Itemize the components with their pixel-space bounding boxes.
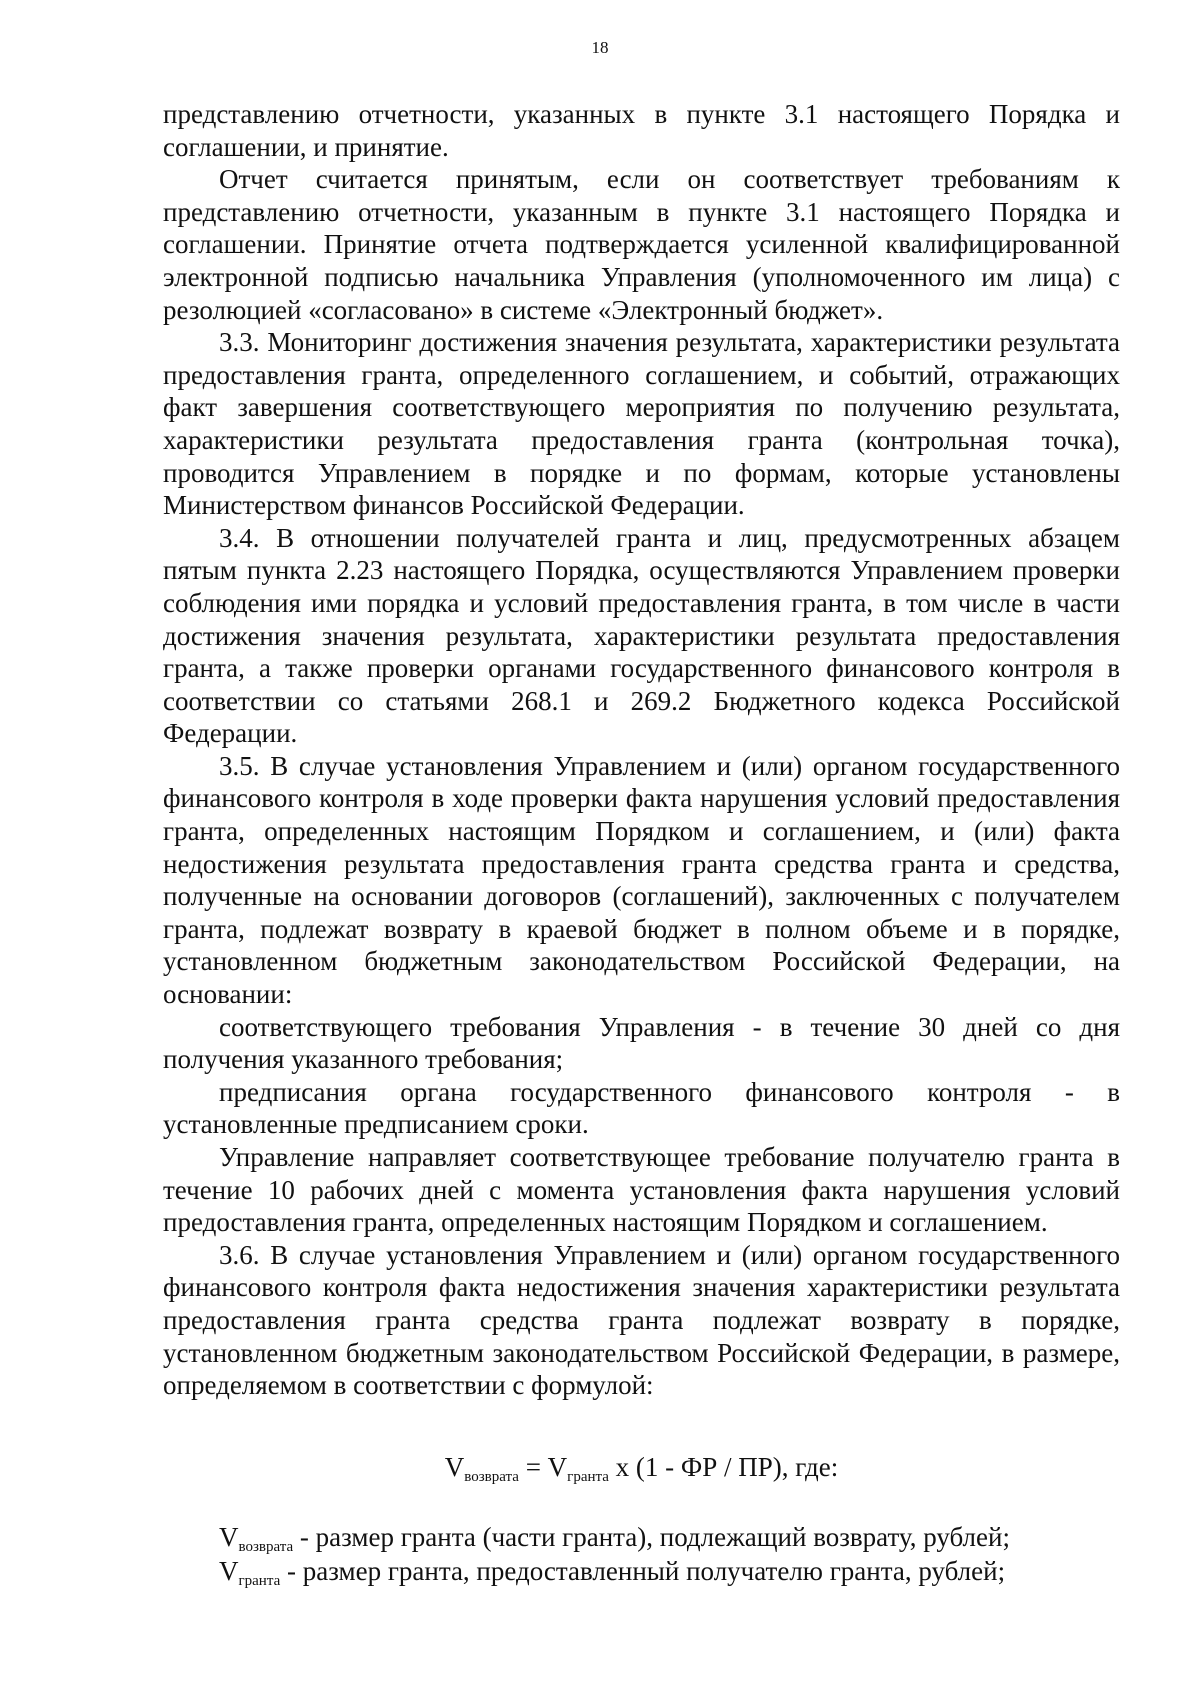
- paragraph: Управление направляет соответствующее требование получателю гранта в течение 10 рабочих дней с момента установления факта нарушения условий предоставления гранта, определенных настоящим Порядком и соглашением.: [163, 1142, 1120, 1238]
- formula-rhs-expression: x (1 - ФР / ПР), где:: [608, 1452, 839, 1482]
- definition-symbol: V: [219, 1522, 239, 1552]
- paragraph-3-6: 3.6. В случае установления Управлением и (или) органом государственного финансового контроля факта недостижения значения характеристики результата предоставления гранта средства гранта подлежат возврату в порядке, установленном бюджетным законодательством Российской Федерации, в размере, определяемом в соответствии с формулой:: [163, 1239, 1120, 1401]
- paragraph-3-3: 3.3. Мониторинг достижения значения результата, характеристики результата предоставления гранта, определенного соглашением, и событий, отражающих факт завершения соответствующего мероприятия по получению результата, характеристики результата предоставления гранта (контрольная точка), проводится Управлением в порядке и по формам, которые установлены Министерством финансов Российской Федерации.: [163, 327, 1120, 521]
- paragraph-3-5: 3.5. В случае установления Управлением и (или) органом государственного финансового контроля в ходе проверки факта нарушения условий предоставления гранта, определенных настоящим Порядком и соглашением, и (или) факта недостижения результата предоставления гранта средства гранта и средства, полученные на основании договоров (соглашений), заключенных с получателем гранта, подлежат возврату в краевой бюджет в полном объеме и в порядке, установленном бюджетным законодательством Российской Федерации, на основании:: [163, 750, 1120, 1010]
- page-number: 18: [591, 38, 609, 57]
- definition-text: - размер гранта (части гранта), подлежащий возврату, рублей;: [293, 1522, 1010, 1552]
- definition-symbol: V: [219, 1556, 239, 1586]
- formula-lhs-subscript: возврата: [464, 1469, 519, 1485]
- formula-rhs-subscript: гранта: [567, 1469, 609, 1485]
- formula-definitions: [163, 1520, 1120, 1588]
- formula-lhs-symbol: V: [444, 1452, 465, 1482]
- paragraph-3-4: 3.4. В отношении получателей гранта и лиц, предусмотренных абзацем пятым пункта 2.23 настоящего Порядка, осуществляются Управлением проверки соблюдения ими порядка и условий предоставления гранта, в том числе в части достижения значения результата, характеристики результата предоставления гранта, а также проверки органами государственного финансового контроля в соответствии со статьями 268.1 и 269.2 Бюджетного кодекса Российской Федерации.: [163, 522, 1120, 749]
- formula-equals: =: [518, 1452, 548, 1482]
- definition-item: [163, 1520, 1120, 1554]
- paragraph: представлению отчетности, указанных в пункте 3.1 настоящего Порядка и соглашении, и принятие.: [163, 99, 1120, 162]
- definition-text: - размер гранта, предоставленный получателю гранта, рублей;: [280, 1556, 1006, 1586]
- definition-subscript: гранта: [238, 1573, 281, 1589]
- paragraph: предписания органа государственного финансового контроля - в установленные предписанием сроки.: [163, 1076, 1120, 1140]
- formula-rhs-symbol: V: [547, 1452, 568, 1482]
- definition-subscript: возврата: [238, 1539, 294, 1555]
- document-body: [163, 98, 1120, 1402]
- return-amount-formula: [163, 1450, 1120, 1484]
- paragraph: соответствующего требования Управления - в течение 30 дней со дня получения указанного требования;: [163, 1011, 1120, 1075]
- definition-item: [163, 1554, 1120, 1588]
- paragraph: Отчет считается принятым, если он соответствует требованиям к представлению отчетности, указанным в пункте 3.1 настоящего Порядка и соглашении. Принятие отчета подтверждается усиленной квалифицированной электронной подписью начальника Управления (уполномоченного им лица) с резолюцией «согласовано» в системе «Электронный бюджет».: [163, 164, 1120, 325]
